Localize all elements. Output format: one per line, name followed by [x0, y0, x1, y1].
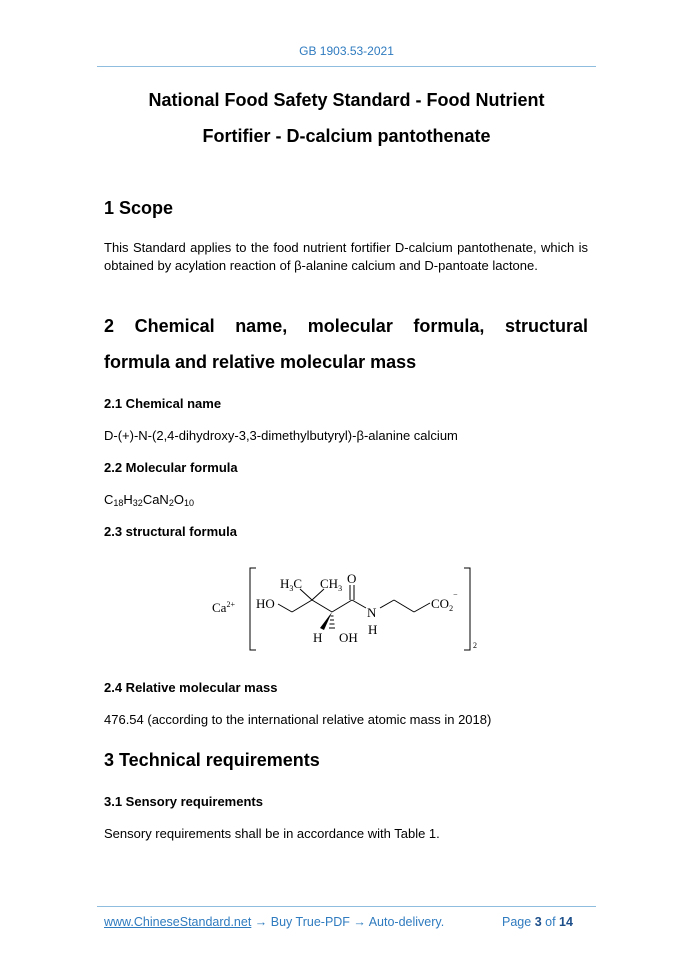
wedge-bond — [320, 612, 332, 630]
molecular-formula-heading: 2.2 Molecular formula — [104, 460, 238, 475]
section-2-heading-line-2: formula and relative molecular mass — [104, 352, 417, 372]
chemical-name-heading: 2.1 Chemical name — [104, 396, 222, 411]
calcium-ion: $Ca^{2+}$ — [212, 600, 235, 615]
amide-hydrogen: H — [368, 622, 378, 637]
website-link[interactable]: www.ChineseStandard.net — [104, 915, 252, 929]
methyl-right: $CH_3$ — [320, 576, 343, 593]
structural-formula-heading: 2.3 structural formula — [104, 524, 237, 539]
bond — [414, 603, 430, 612]
footer-promo — [104, 915, 444, 929]
alpha-hydroxyl: OH — [339, 630, 358, 645]
molecular-mass: 476.54 (according to the international relative atomic mass in 2018) — [104, 712, 492, 727]
sensory-requirements-heading: 3.1 Sensory requirements — [104, 794, 263, 809]
bond — [292, 600, 312, 612]
molecular-formula: $C_{18}H_{32}CaN_2O_{10}$ — [104, 492, 194, 508]
standard-number: GB 1903.53-2021 — [299, 44, 394, 58]
page-indicator: Page 3 of 14 — [502, 915, 573, 929]
page-title-line-2: Fortifier - D-calcium pantothenate — [202, 126, 491, 146]
bond — [332, 600, 352, 612]
header-divider — [97, 66, 596, 67]
scope-heading: 1 Scope — [104, 198, 174, 218]
right-bracket — [464, 568, 470, 650]
bond — [380, 600, 394, 608]
footer-divider — [97, 906, 596, 907]
footer-tagline: → Buy True-PDF → Auto-delivery. — [251, 915, 445, 929]
bond — [352, 600, 366, 608]
alpha-hydrogen: H — [313, 630, 323, 645]
bond — [394, 600, 414, 612]
section-2-heading-line-1: 2 Chemical name, molecular formula, structural — [104, 316, 588, 336]
page-title-line-1: National Food Safety Standard - Food Nutrient — [148, 90, 545, 110]
bond — [278, 604, 292, 612]
bond — [312, 600, 332, 612]
carboxylate: $CO_2^-$ — [431, 590, 458, 613]
carbonyl-oxygen: O — [347, 571, 357, 586]
technical-requirements-heading: 3 Technical requirements — [104, 750, 320, 770]
bracket-count: 2 — [473, 641, 477, 650]
hydroxyl-group: HO — [256, 596, 275, 611]
sensory-requirements-text: Sensory requirements shall be in accordance with Table 1. — [104, 826, 440, 841]
scope-text: This Standard applies to the food nutrient fortifier D-calcium pantothenate, which is obtained by acylation reaction of β-alanine calcium and D-pantoate lactone. — [104, 240, 588, 273]
amide-nitrogen: N — [367, 605, 377, 620]
structural-formula — [200, 560, 500, 660]
chemical-name: D-(+)-N-(2,4-dihydroxy-3,3-dimethylbutyryl)-β-alanine calcium — [104, 428, 458, 443]
methyl-left: $H_3C$ — [280, 576, 303, 593]
molecular-mass-heading: 2.4 Relative molecular mass — [104, 680, 278, 695]
